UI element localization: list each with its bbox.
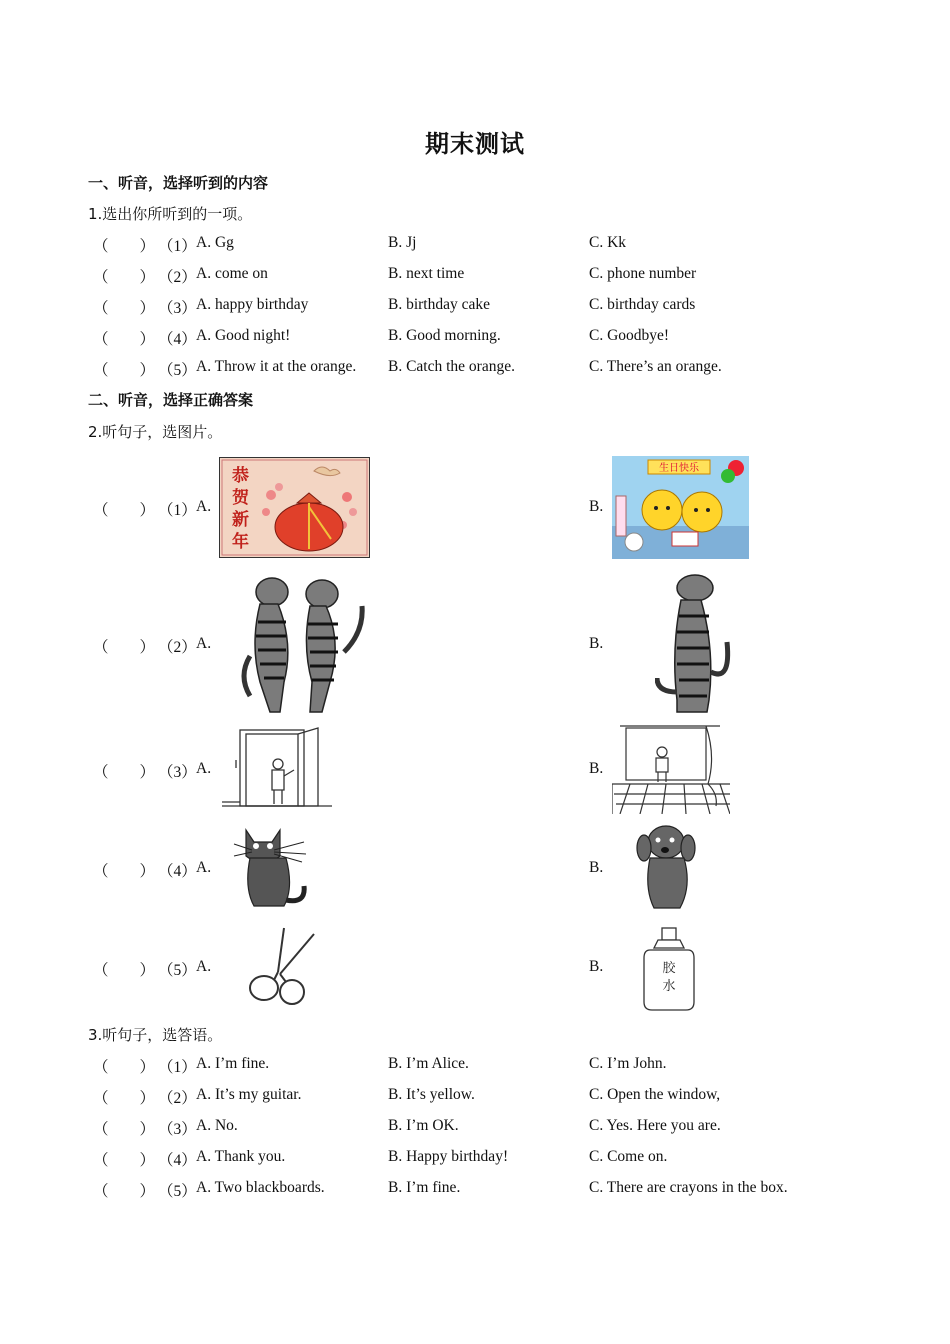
option-a: A. I’m fine. xyxy=(196,1055,270,1072)
q3-row-2 xyxy=(0,1086,950,1108)
cat-picture[interactable] xyxy=(232,824,324,910)
birthday-party-picture[interactable] xyxy=(612,456,749,559)
item-number: （3） xyxy=(158,764,197,781)
option-a: A. It’s my guitar. xyxy=(196,1086,302,1103)
option-a-label: A. xyxy=(196,635,212,652)
q1-row-5 xyxy=(0,358,950,380)
item-number: （4） xyxy=(158,863,197,880)
option-b-label: B. xyxy=(589,635,604,652)
q3-row-5 xyxy=(0,1179,950,1201)
item-number: （5） xyxy=(158,1183,197,1200)
option-c: C. birthday cards xyxy=(589,296,696,313)
answer-blank[interactable]: （ ） xyxy=(93,269,156,286)
option-c: C. Come on. xyxy=(589,1148,668,1165)
item-number: （4） xyxy=(158,1152,197,1169)
answer-blank[interactable]: （ ） xyxy=(93,1183,156,1200)
option-c: C. Goodbye! xyxy=(589,327,670,344)
section-2-heading: 二、听音，选择正确答案 xyxy=(88,391,254,409)
option-c: C. phone number xyxy=(589,265,697,282)
q2-row-5 xyxy=(0,958,950,980)
page-title: 期末测试 xyxy=(425,130,525,158)
option-b: B. Jj xyxy=(388,234,417,251)
option-b-label: B. xyxy=(589,958,604,975)
q3-prompt: 3.听句子，选答语。 xyxy=(88,1026,223,1044)
q1-row-4 xyxy=(0,327,950,349)
window-picture[interactable] xyxy=(612,722,730,814)
option-a: A. Thank you. xyxy=(196,1148,286,1165)
option-b: B. I’m fine. xyxy=(388,1179,461,1196)
option-b: B. birthday cake xyxy=(388,296,491,313)
option-b: B. Catch the orange. xyxy=(388,358,515,375)
glue-char-1: 胶 xyxy=(662,961,676,976)
scissors-picture[interactable] xyxy=(244,926,318,1008)
answer-blank[interactable]: （ ） xyxy=(93,1152,156,1169)
option-a: A. Throw it at the orange. xyxy=(196,358,357,375)
one-tiger-picture[interactable] xyxy=(655,572,735,716)
answer-blank[interactable]: （ ） xyxy=(93,1121,156,1138)
option-a-label: A. xyxy=(196,958,212,975)
option-a: A. No. xyxy=(196,1117,238,1134)
q2-row-4 xyxy=(0,859,950,881)
answer-blank[interactable]: （ ） xyxy=(93,639,156,656)
answer-blank[interactable]: （ ） xyxy=(93,331,156,348)
option-a-label: A. xyxy=(196,859,212,876)
option-a: A. Good night! xyxy=(196,327,291,344)
dog-picture[interactable] xyxy=(636,822,698,912)
item-number: （1） xyxy=(158,238,197,255)
q2-row-3 xyxy=(0,760,950,782)
option-a: A. Gg xyxy=(196,234,234,251)
item-number: （5） xyxy=(158,962,197,979)
item-number: （5） xyxy=(158,362,197,379)
option-c: C. There’s an orange. xyxy=(589,358,722,375)
option-c: C. I’m John. xyxy=(589,1055,667,1072)
option-a: A. Two blackboards. xyxy=(196,1179,325,1196)
option-b-label: B. xyxy=(589,760,604,777)
option-b: B. Good morning. xyxy=(388,327,501,344)
new-year-card-picture[interactable] xyxy=(219,457,370,558)
answer-blank[interactable]: （ ） xyxy=(93,362,156,379)
option-b-label: B. xyxy=(589,859,604,876)
q1-prompt: 1.选出你所听到的一项。 xyxy=(88,205,253,223)
option-b: B. Happy birthday! xyxy=(388,1148,509,1165)
answer-blank[interactable]: （ ） xyxy=(93,502,156,519)
card-char-2: 贺 xyxy=(232,488,249,508)
q1-row-3 xyxy=(0,296,950,318)
q2-row-2 xyxy=(0,635,950,657)
answer-blank[interactable]: （ ） xyxy=(93,1090,156,1107)
card-char-3: 新 xyxy=(232,510,249,530)
option-b: B. I’m Alice. xyxy=(388,1055,469,1072)
item-number: （2） xyxy=(158,269,197,286)
glue-picture[interactable] xyxy=(642,926,696,1012)
glue-char-2: 水 xyxy=(662,979,676,994)
option-c: C. Open the window, xyxy=(589,1086,721,1103)
option-a: A. happy birthday xyxy=(196,296,309,313)
item-number: （1） xyxy=(158,502,197,519)
answer-blank[interactable]: （ ） xyxy=(93,300,156,317)
door-picture[interactable] xyxy=(222,724,332,810)
card-char-4: 年 xyxy=(232,532,249,552)
option-b-label: B. xyxy=(589,498,604,515)
q1-row-2 xyxy=(0,265,950,287)
option-c: C. Yes. Here you are. xyxy=(589,1117,721,1134)
item-number: （3） xyxy=(158,1121,197,1138)
q3-row-1 xyxy=(0,1055,950,1077)
option-a-label: A. xyxy=(196,760,212,777)
card-char-1: 恭 xyxy=(232,466,249,486)
answer-blank[interactable]: （ ） xyxy=(93,238,156,255)
item-number: （1） xyxy=(158,1059,197,1076)
q2-prompt: 2.听句子，选图片。 xyxy=(88,423,223,441)
q1-row-1 xyxy=(0,234,950,256)
item-number: （3） xyxy=(158,300,197,317)
option-b: B. next time xyxy=(388,265,465,282)
answer-blank[interactable]: （ ） xyxy=(93,764,156,781)
item-number: （4） xyxy=(158,331,197,348)
q2-row-1 xyxy=(0,498,950,520)
two-tigers-picture[interactable] xyxy=(236,572,368,716)
option-b: B. I’m OK. xyxy=(388,1117,459,1134)
item-number: （2） xyxy=(158,639,197,656)
option-c: C. Kk xyxy=(589,234,627,251)
item-number: （2） xyxy=(158,1090,197,1107)
section-1-heading: 一、听音，选择听到的内容 xyxy=(88,174,269,192)
answer-blank[interactable]: （ ） xyxy=(93,1059,156,1076)
option-a-label: A. xyxy=(196,498,212,515)
answer-blank[interactable]: （ ） xyxy=(93,863,156,880)
q3-row-3 xyxy=(0,1117,950,1139)
q3-row-4 xyxy=(0,1148,950,1170)
banner-text: 生日快乐 xyxy=(659,463,699,474)
option-c: C. There are crayons in the box. xyxy=(589,1179,788,1196)
option-a: A. come on xyxy=(196,265,268,282)
answer-blank[interactable]: （ ） xyxy=(93,962,156,979)
option-b: B. It’s yellow. xyxy=(388,1086,475,1103)
